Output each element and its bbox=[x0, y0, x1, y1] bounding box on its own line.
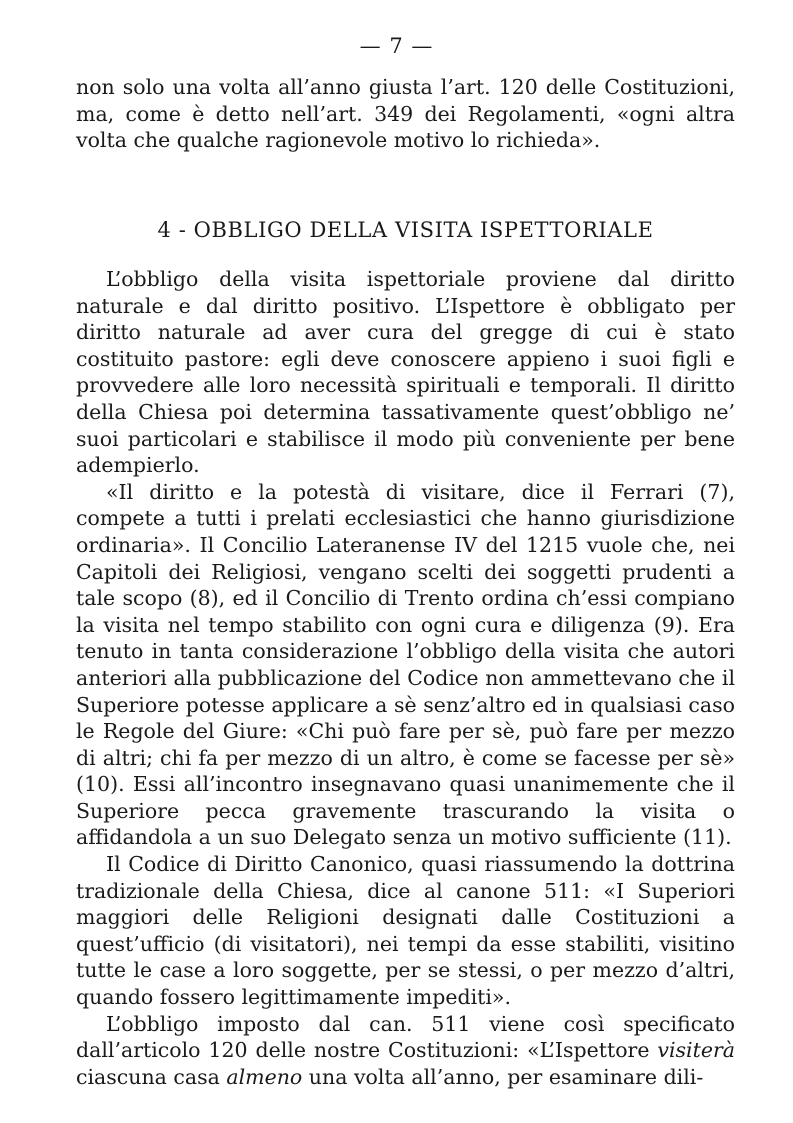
section-heading: 4 - OBBLIGO DELLA VISITA ISPETTORIALE bbox=[157, 218, 654, 242]
paragraph-3: Il Codice di Diritto Canonico, quasi riassumendo la dottrina tradizionale della Chiesa, dice al canone 511: «I Superiori maggiori delle Religioni designati dalle Costituzioni a quest’ufficio (di visitatori), nei tempi da esse stabiliti, visitino tutte le case a loro soggette, per se stessi, o per mezzo d’altri, quando fossero legittimamente impediti». bbox=[76, 852, 735, 1010]
paragraph-4-italic-visitera: visiterà bbox=[657, 1038, 735, 1063]
intro-paragraph-block bbox=[76, 74, 735, 154]
paragraph-4-text-after: una volta all’anno, per esaminare dili- bbox=[302, 1064, 704, 1089]
paragraph-4-italic-almeno: almeno bbox=[226, 1064, 303, 1089]
paragraph-4 bbox=[76, 1011, 735, 1091]
paragraph-4-text-before: L’obbligo imposto dal can. 511 viene così specificato dall’articolo 120 delle nostre Costituzioni: «L’Ispettore bbox=[76, 1011, 735, 1063]
paragraph-4-text-middle: ciascuna casa bbox=[76, 1064, 227, 1089]
paragraph-1: L’obbligo della visita ispettoriale proviene dal diritto naturale e dal diritto positivo. L’Ispettore è obbligato per diritto naturale ad aver cura del gregge di cui è stato costituito pastore: egli deve conoscere appieno i suoi figli e provvedere alle loro necessità spirituali e temporali. Il diritto della Chiesa poi determina tassativamente quest’obbligo ne’ suoi particolari e stabilisce il modo più conveniente per bene adempierlo. bbox=[76, 267, 735, 478]
page-number: — 7 — bbox=[359, 34, 434, 58]
intro-paragraph: non solo una volta all’anno giusta l’art. 120 delle Costituzioni, ma, come è detto nell’art. 349 dei Regolamenti, «ogni altra volta che qualche ragionevole motivo lo richieda». bbox=[76, 75, 735, 153]
paragraph-2: «Il diritto e la potestà di visitare, dice il Ferrari (7), compete a tutti i prelati ecclesiastici che hanno giurisdizione ordinaria». Il Concilio Lateranense IV del 1215 vuole che, nei Capitoli dei Religiosi, vengano scelti dei soggetti prudenti a tale scopo (8), ed il Concilio di Trento ordina ch’essi compiano la visita nel tempo stabilito con ogni cura e diligenza (9). Era tenuto in tanta considerazione l’obbligo della visita che autori anteriori alla pubblicazione del Codice non ammettevano che il Superiore potesse applicare a sè senz’altro ed in qualsiasi caso le Regole del Giure: «Chi può fare per sè, può fare per mezzo di altri; chi fa per mezzo di un altro, è come se facesse per sè» (10). Essi all’incontro insegnavano quasi unanimemente che il Superiore pecca gravemente trascurando la visita o affidandola a un suo Delegato senza un motivo sufficiente (11). bbox=[76, 479, 735, 850]
section-body bbox=[76, 266, 735, 1090]
